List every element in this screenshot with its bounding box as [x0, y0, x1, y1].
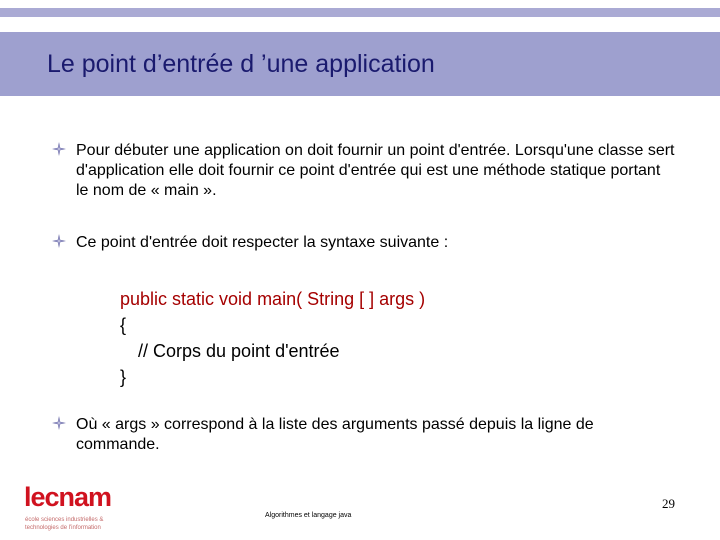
code-block [120, 286, 425, 390]
logo-wordmark [24, 482, 111, 513]
logo-cnam: cnam [44, 482, 112, 512]
bullet-text-1: Pour débuter une application on doit fournir un point d'entrée. Lorsqu'une classe sert d'application elle doit fournir ce point d'entrée qui est une méthode statique portant le nom de « main ». [76, 142, 675, 199]
sparkle-bullet-icon [52, 234, 66, 248]
top-stripe [0, 8, 720, 17]
code-close-brace: } [120, 367, 127, 387]
code-comment: // Corps du point d'entrée [138, 341, 340, 361]
slide-title: Le point d’entrée d ’une application [47, 50, 435, 78]
sparkle-bullet-icon [52, 416, 66, 430]
logo-le: le [24, 482, 45, 512]
page-number: 29 [662, 496, 675, 511]
bullet-text-2: Ce point d'entrée doit respecter la syntaxe suivante : [76, 234, 449, 251]
footer-course: Algorithmes et langage java [265, 512, 352, 519]
sparkle-bullet-icon [52, 142, 66, 156]
code-open-brace: { [120, 315, 127, 335]
logo-tagline-2: technologies de l'information [25, 525, 101, 531]
code-signature: public static void main( String [ ] args ) [120, 289, 426, 309]
cnam-logo [24, 482, 144, 538]
bullet-text-3: Où « args » correspond à la liste des arguments passé depuis la ligne de commande. [76, 416, 594, 453]
logo-tagline-1: école sciences industrielles & [25, 517, 104, 523]
